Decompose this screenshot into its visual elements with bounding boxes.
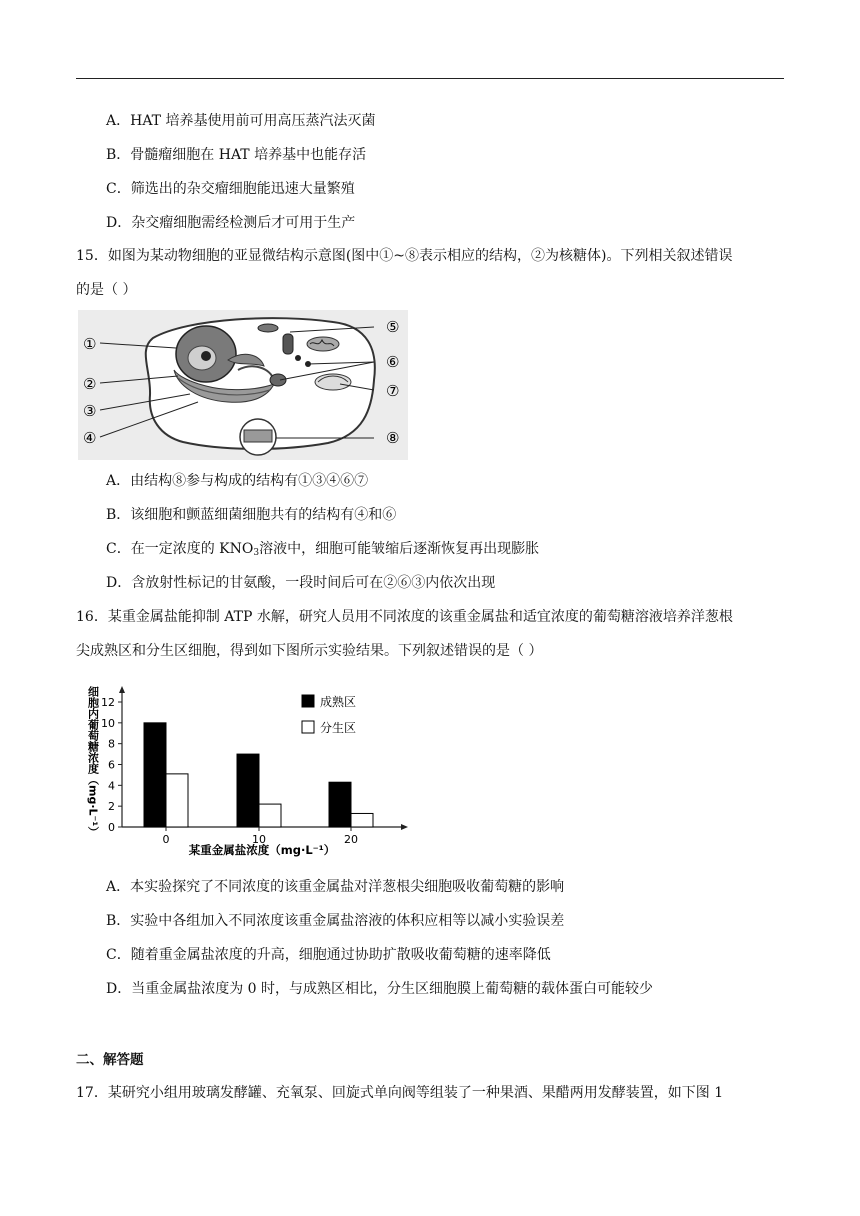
q15-option-c: C．在一定浓度的 $KNO_3$溶液中，细胞可能皱缩后逐渐恢复再出现膨胀: [106, 541, 540, 558]
bar-mature-20: [329, 782, 351, 827]
legend-mature: 成熟区: [320, 695, 357, 709]
x-tick-label: 20: [344, 833, 358, 846]
chart-xlabel: 某重金属盐浓度（mg·L⁻¹）: [188, 843, 336, 857]
q15-option-d: D．含放射性标记的甘氨酸，一段时间后可在②⑥③内依次出现: [106, 575, 496, 591]
bar-meristem-10: [259, 804, 281, 827]
label-2: ②: [83, 375, 97, 393]
label-1: ①: [83, 335, 97, 353]
y-tick-label: 2: [108, 800, 115, 814]
glucose-bar-chart: [82, 682, 422, 862]
q14-option-a: A．HAT 培养基使用前可用高压蒸汽法灭菌: [106, 113, 376, 129]
q16-stem-line1: 16．某重金属盐能抑制 ATP 水解，研究人员用不同浓度的该重金属盐和适宜浓度的葡萄糖溶液培养洋葱根: [76, 609, 733, 625]
q14-option-b: B．骨髓瘤细胞在 HAT 培养基中也能存活: [106, 147, 367, 163]
y-tick-label: 6: [108, 758, 115, 772]
y-tick-label: 12: [101, 696, 115, 709]
q15-stem-line1: 15．如图为某动物细胞的亚显微结构示意图(图中①~⑧表示相应的结构，②为核糖体)。下列相关叙述错误: [76, 248, 733, 264]
y-tick-label: 4: [108, 779, 115, 793]
q14-option-c: C．筛选出的杂交瘤细胞能迅速大量繁殖: [106, 181, 355, 197]
bar-meristem-20: [351, 813, 373, 827]
q16-stem-line2: 尖成熟区和分生区细胞，得到如下图所示实验结果。下列叙述错误的是（ ）: [76, 643, 543, 659]
label-4: ④: [83, 429, 97, 447]
label-7: ⑦: [386, 382, 400, 400]
y-tick-label: 8: [108, 737, 115, 751]
y-tick-label: 0: [108, 821, 115, 834]
q15-stem-line2: 的是（ ）: [76, 282, 137, 298]
cell-structure-figure: [78, 310, 408, 460]
x-tick-label: 10: [252, 833, 266, 846]
x-tick-label: 0: [162, 833, 170, 846]
label-3: ③: [83, 402, 97, 420]
label-5: ⑤: [386, 318, 400, 336]
label-6: ⑥: [386, 353, 400, 371]
q16-option-b: B．实验中各组加入不同浓度该重金属盐溶液的体积应相等以减小实验误差: [106, 913, 565, 929]
q16-option-a: A．本实验探究了不同浓度的该重金属盐对洋葱根尖细胞吸收葡萄糖的影响: [106, 879, 565, 895]
bar-meristem-0: [166, 774, 188, 827]
q15-option-b: B．该细胞和颤蓝细菌细胞共有的结构有④和⑥: [106, 507, 397, 523]
legend-swatch-mature: [302, 695, 314, 707]
y-tick-label: 10: [101, 716, 115, 730]
bar-mature-0: [144, 723, 166, 827]
section-heading: 二、解答题: [76, 1052, 144, 1068]
header-rule: [76, 78, 784, 79]
legend-swatch-meristem: [302, 721, 314, 733]
q17-stem-line1: 17．某研究小组用玻璃发酵罐、充氧泵、回旋式单向阀等组装了一种果酒、果醋两用发酵装置，如下图 1: [76, 1085, 724, 1101]
legend-meristem: 分生区: [320, 721, 357, 735]
label-8: ⑧: [386, 429, 400, 447]
q15-option-a: A．由结构⑧参与构成的结构有①③④⑥⑦: [106, 473, 369, 489]
q16-option-d: D．当重金属盐浓度为 0 时，与成熟区相比，分生区细胞膜上葡萄糖的载体蛋白可能较少: [106, 981, 654, 997]
q16-option-c: C．随着重金属盐浓度的升高，细胞通过协助扩散吸收葡萄糖的速率降低: [106, 947, 551, 963]
q14-option-d: D．杂交瘤细胞需经检测后才可用于生产: [106, 215, 356, 231]
bar-mature-10: [237, 754, 259, 827]
chart-ylabel: 细胞内葡萄糖浓度（mg·L⁻¹）: [86, 686, 100, 838]
